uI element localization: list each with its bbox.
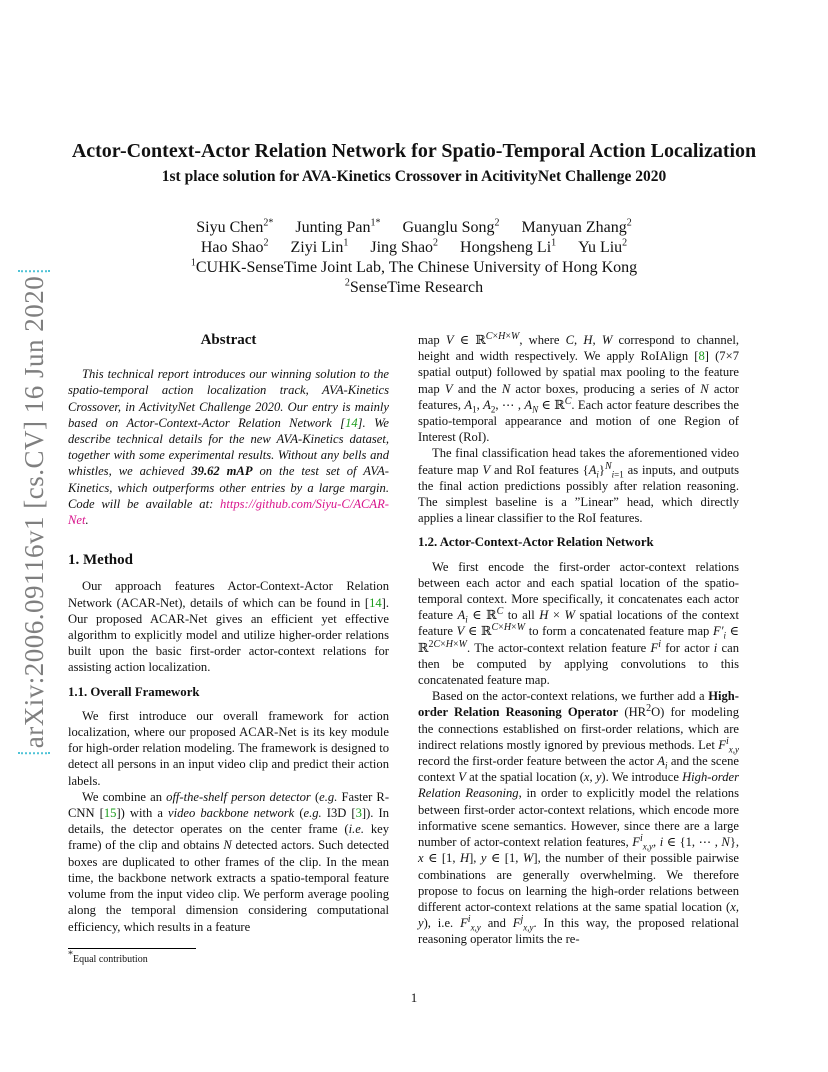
footnote-rule <box>68 948 196 949</box>
left-column <box>68 332 389 935</box>
arxiv-sidebar-stamp <box>14 262 54 762</box>
code-link[interactable]: https://github.com/Siyu-C/ACAR-Net <box>68 496 389 528</box>
author: Jing Shao$^2$ <box>370 237 439 256</box>
paper-title: Actor-Context-Actor Relation Network for Spatio-Temporal Action Localization <box>71 140 757 162</box>
paper-subtitle: 1st place solution for AVA-Kinetics Crossover in AcitivityNet Challenge 2020 <box>161 168 667 185</box>
subsection-heading-overall-framework: 1.1. Overall Framework <box>68 684 200 699</box>
affiliation-2: $^2$SenseTime Research <box>344 277 484 296</box>
authors-row-2 <box>40 238 788 258</box>
author: Hongsheng Li$^1$ <box>460 237 557 256</box>
paragraph: We first encode the first-order actor-context relations between each actor and each spatial location of the spatio-temporal context. More specifically, it concatenates each actor feature $A_i$ ∈ ℝ$^C$ to all H × W spatial locations of the context feature V ∈ ℝ$^{C\times H\times W}$ to form a concatenated feature map $F'_i$ ∈ ℝ$^{2C\times H\times W}$. The actor-context relation feature $F^i$ for actor i can then be computed by applying convolutions to this concatenated feature map. <box>418 559 739 688</box>
right-column <box>418 332 739 948</box>
author-block <box>40 218 788 298</box>
paragraph: The final classification head takes the aforementioned video feature map V and RoI features $\{A_i\}^N_{i=1}$ as inputs, and outputs the final action predictions possibly after relation reasoning. The simplest baseline is a ”Linear” head, which directly applies a linear classifier to the RoI features. <box>418 446 740 526</box>
author: Junting Pan$^{1*}$ <box>295 217 381 236</box>
paragraph: We combine an off-the-shelf person detector (e.g. Faster R-CNN [15]) with a video backbone network (e.g. I3D [3]). In details, the detector operates on the center frame (i.e. key frame) of the clip and obtains N detected actors. Such detected boxes are duplicated to other frames of the clip. In the mean time, the backbone network extracts a spatio-temporal feature volume from the input video clip. We perform average pooling along the temporal dimension considering computational efficiency, which results in a feature <box>68 789 390 934</box>
paragraph: Our approach features Actor-Context-Actor Relation Network (ACAR-Net), details of which can be found in [14]. Our proposed ACAR-Net gives an efficient yet effective algorithm to explicitly model and utilize higher-order relations built upon the basic first-order actor-context relations for assisting action localization. <box>68 579 389 675</box>
author: Siyu Chen$^{2*}$ <box>196 217 274 236</box>
author: Guanglu Song$^2$ <box>402 217 500 236</box>
authors-row-1 <box>40 218 788 238</box>
abstract-text: This technical report introduces our winning solution to the spatio-temporal action localization track, AVA-Kinetics Crossover, in ActivityNet Challenge 2020. Our entry is mainly based on Actor-Context-Actor Relation Network [14]. We describe technical details for the new AVA-Kinetics dataset, together with some experimental results. Without any bells and whistles, we achieved 39.62 mAP on the test set of AVA-Kinetics, which outperforms other entries by a large margin. Code will be available at: https://github.com/Siyu-C/ACAR-Net. <box>68 367 389 528</box>
author: Hao Shao$^2$ <box>200 237 269 256</box>
paragraph: We first introduce our overall framework for action localization, where our proposed ACAR-Net is its key module for high-order relation modeling. The framework is designed to detect all persons in an input video clip and predict their action labels. <box>68 708 389 788</box>
author: Ziyi Lin$^1$ <box>290 237 349 256</box>
paragraph: Based on the actor-context relations, we further add a High-order Relation Reasoning Operator $(HR^2O)$ for modeling the connections established on first-order relations, which are indirect relations mostly ignored by previous methods. Let $F^i_{x,y}$ record the first-order feature between the actor $A_i$ and the scene context V at the spatial location (x, y). We introduce High-order Relation Reasoning, in order to explicitly model the relations between first-order actor-context relations, which encode more informative scene semantics. However, since there are a large number of actor-context relation features, $F^i_{x,y}$, i ∈ {1, ⋯ , N}, x ∈ [1, H], y ∈ [1, W], the number of their possible pairwise combinations are generally overwhelming. We therefore propose to focus on learning the high-order relations between different actor-context relations at the same spatial location (x, y), i.e. $F^i_{x,y}$ and $F^j_{x,y}$. In this way, the proposed relational reasoning operator limits the re- <box>418 689 740 947</box>
arxiv-identifier: arXiv:2006.09116v1 [cs.CV] 16 Jun 2020 <box>18 270 50 754</box>
section-heading-method: 1. Method <box>68 552 133 569</box>
subsection-heading-acar-net: 1.2. Actor-Context-Actor Relation Network <box>418 535 654 550</box>
author: Yu Liu$^2$ <box>578 237 628 256</box>
page-number: 1 <box>410 990 418 1005</box>
footnote: *Equal contribution <box>68 949 148 965</box>
author: Manyuan Zhang$^2$ <box>521 217 632 236</box>
abstract-heading: Abstract <box>200 332 257 348</box>
affiliation-1: $^1$CUHK-SenseTime Joint Lab, The Chinese University of Hong Kong <box>190 257 638 276</box>
paragraph: map V ∈ ℝ$^{C\times H\times W}$, where C, H, W correspond to channel, height and width respectively. We apply RoIAlign [8] (7×7 spatial output) followed by spatial max pooling to the feature map V and the N actor boxes, producing a series of N actor features, $A_1$, $A_2$, ⋯ , $A_N$ ∈ ℝ$^C$. Each actor feature describes the spatio-temporal appearance and motion of one Region of Interest (RoI). <box>418 330 740 445</box>
